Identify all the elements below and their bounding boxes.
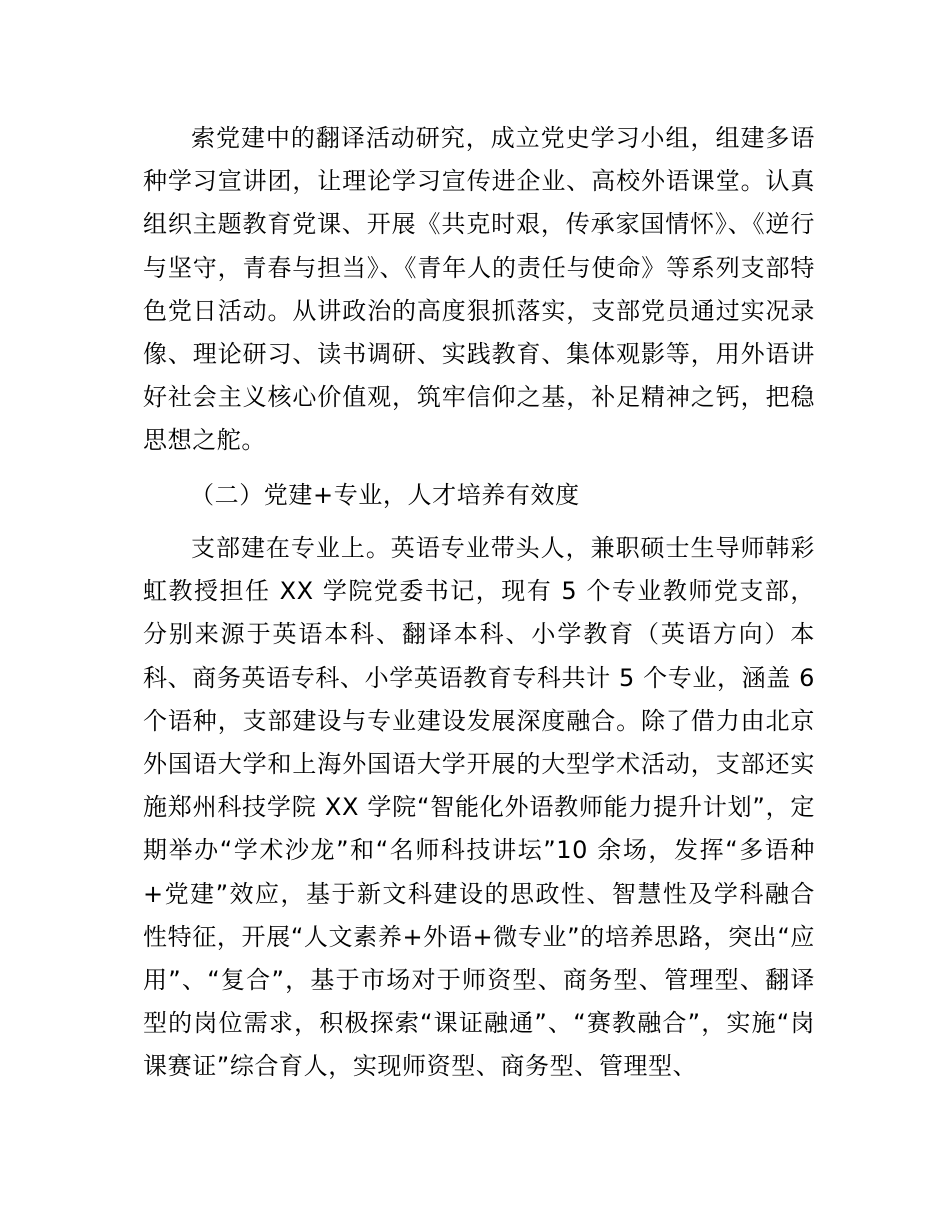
body-paragraph-1 bbox=[143, 117, 815, 463]
paragraph-text: 支部建在专业上。英语专业带头人，兼职硕士生导师韩彩虹教授担任 XX 学院党委书记，现有 5 个专业教师党支部，分别来源于英语本科、翻译本科、小学教育（英语方向）本科、商务英语专科、小学英语教育专科共计 5 个专业，涵盖 6 个语种，支部建设与专业建设发展深度融合。除了借力由北京外国语大学和上海外国语大学开展的大型学术活动，支部还实施郑州科技学院 XX 学院“智能化外语教师能力提升计划”，定期举办“学术沙龙”和“名师科技讲坛”10 余场，发挥“多语种+党建”效应，基于新文科建设的思政性、智慧性及学科融合性特征，开展“人文素养+外语+微专业”的培养思路，突出“应用”、“复合”，基于市场对于师资型、商务型、管理型、翻译型的岗位需求，积极探索“课证融通”、“赛教融合”，实施“岗课赛证”综合育人，实现师资型、商务型、管理型、 bbox=[143, 534, 815, 1081]
section-heading-text: （二）党建+专业，人才培养有效度 bbox=[190, 481, 580, 509]
body-paragraph-2 bbox=[143, 527, 815, 1089]
section-heading bbox=[190, 474, 790, 517]
paragraph-text: 索党建中的翻译活动研究，成立党史学习小组，组建多语种学习宣讲团，让理论学习宣传进企业、高校外语课堂。认真组织主题教育党课、开展《共克时艰，传承家国情怀》、《逆行与坚守，青春与担当》、《青年人的责任与使命》等系列支部特色党日活动。从讲政治的高度狠抓落实，支部党员通过实况录像、理论研习、读书调研、实践教育、集体观影等，用外语讲好社会主义核心价值观，筑牢信仰之基，补足精神之钙，把稳思想之舵。 bbox=[143, 124, 815, 455]
